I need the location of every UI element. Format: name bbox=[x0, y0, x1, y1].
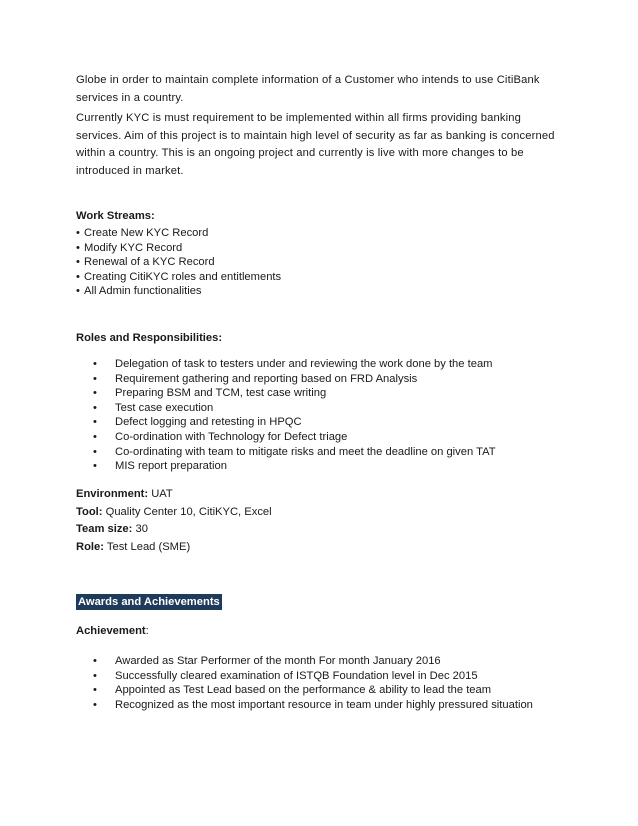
list-item: • Delegation of task to testers under and reviewing the work done by the team bbox=[93, 358, 493, 370]
list-item: • Recognized as the most important resource in team under highly pressured situation bbox=[93, 698, 533, 711]
list-item: • Awarded as Star Performer of the month For month January 2016 bbox=[93, 655, 441, 667]
list-item: • Successfully cleared examination of ISTQB Foundation level in Dec 2015 bbox=[93, 669, 478, 682]
roles-heading: Roles and Responsibilities: bbox=[76, 332, 223, 344]
roles-list bbox=[93, 357, 496, 474]
achievement-label: Achievement bbox=[76, 625, 146, 637]
intro-paragraph-2: Currently KYC is must requirement to be implemented within all firms providing banking services. Aim of this project is to maintain high level of security as far as banking is concerned within a country. This is an ongoing project and currently is live with more changes to be introduced in market. bbox=[76, 112, 555, 177]
role-line bbox=[76, 540, 190, 555]
work-streams-heading: Work Streams: bbox=[76, 210, 155, 222]
list-item: • Co-ordination with Technology for Defect triage bbox=[93, 430, 348, 443]
list-item: • Co-ordinating with team to mitigate risks and meet the deadline on given TAT bbox=[93, 445, 496, 458]
role-value: Test Lead (SME) bbox=[106, 541, 191, 553]
team-size-value: 30 bbox=[135, 523, 148, 535]
list-item: • Creating CitiKYC roles and entitlements bbox=[76, 270, 282, 283]
work-streams-list bbox=[76, 226, 281, 299]
tool-line bbox=[76, 505, 272, 520]
list-item: • Renewal of a KYC Record bbox=[76, 256, 215, 269]
achievement-line bbox=[76, 624, 149, 639]
awards-section-title: Awards and Achievements bbox=[78, 596, 220, 608]
list-item: • MIS report preparation bbox=[93, 460, 227, 473]
achievements-list bbox=[93, 654, 533, 712]
list-item: • Defect logging and retesting in HPQC bbox=[93, 416, 302, 429]
list-item: • All Admin functionalities bbox=[76, 285, 202, 298]
team-size-line bbox=[76, 522, 148, 537]
tool-value: Quality Center 10, CitiKYC, Excel bbox=[105, 506, 272, 518]
list-item: • Appointed as Test Lead based on the performance & ability to lead the team bbox=[93, 684, 492, 697]
list-item: • Create New KYC Record bbox=[76, 227, 209, 239]
environment-value: UAT bbox=[151, 488, 173, 500]
environment-line bbox=[76, 487, 173, 502]
list-item: • Modify KYC Record bbox=[76, 241, 183, 254]
list-item: • Requirement gathering and reporting based on FRD Analysis bbox=[93, 372, 418, 385]
intro-paragraph-1: Globe in order to maintain complete information of a Customer who intends to use CitiBank services in a country. bbox=[76, 74, 540, 104]
list-item: • Preparing BSM and TCM, test case writing bbox=[93, 387, 327, 400]
role-label: Role: bbox=[76, 541, 104, 553]
tool-label: Tool: bbox=[76, 506, 103, 518]
team-size-label: Team size: bbox=[76, 523, 133, 535]
list-item: • Test case execution bbox=[93, 401, 214, 414]
achievement-colon: : bbox=[145, 625, 149, 637]
environment-label: Environment: bbox=[76, 488, 149, 500]
